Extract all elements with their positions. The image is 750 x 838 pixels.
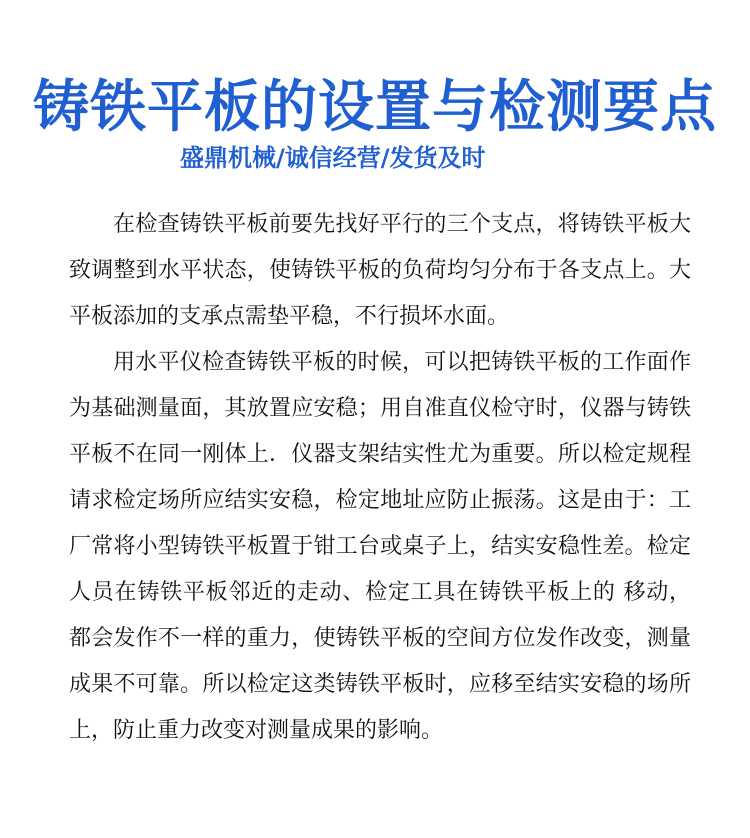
paragraph-1: 在检查铸铁平板前要先找好平行的三个支点，将铸铁平板大致调整到水平状态，使铸铁平板的负荷均匀分布于各支点上。大平板添加的支承点需垫平稳，不行损坏水面。 bbox=[69, 212, 691, 329]
company-subtitle: 盛鼎机械/诚信经营/发货及时 bbox=[180, 144, 486, 172]
page-title: 铸铁平板的设置与检测要点 bbox=[33, 74, 717, 140]
paragraph-2: 用水平仪检查铸铁平板的时候，可以把铸铁平板的工作面作为基础测量面，其放置应安稳；用自准直仪检守时，仪器与铸铁平板不在同一刚体上．仪器支架结实性尤为重要。所以检定规程请求检定场所应结实安稳，检定地址应防止振荡。这是由于：工厂常将小型铸铁平板置于钳工台或桌子上，结实安稳性差。检定人员在铸铁平板邻近的走动、检定工具在铸铁平板上的 移动，都会发作不一样的重力，使铸铁平板的空间方位发作改变，测量成果不可靠。所以检定这类铸铁平板时，应移至结实安稳的场所上，防止重力改变对测量成果的影响。 bbox=[69, 350, 691, 743]
article-body bbox=[69, 202, 691, 754]
